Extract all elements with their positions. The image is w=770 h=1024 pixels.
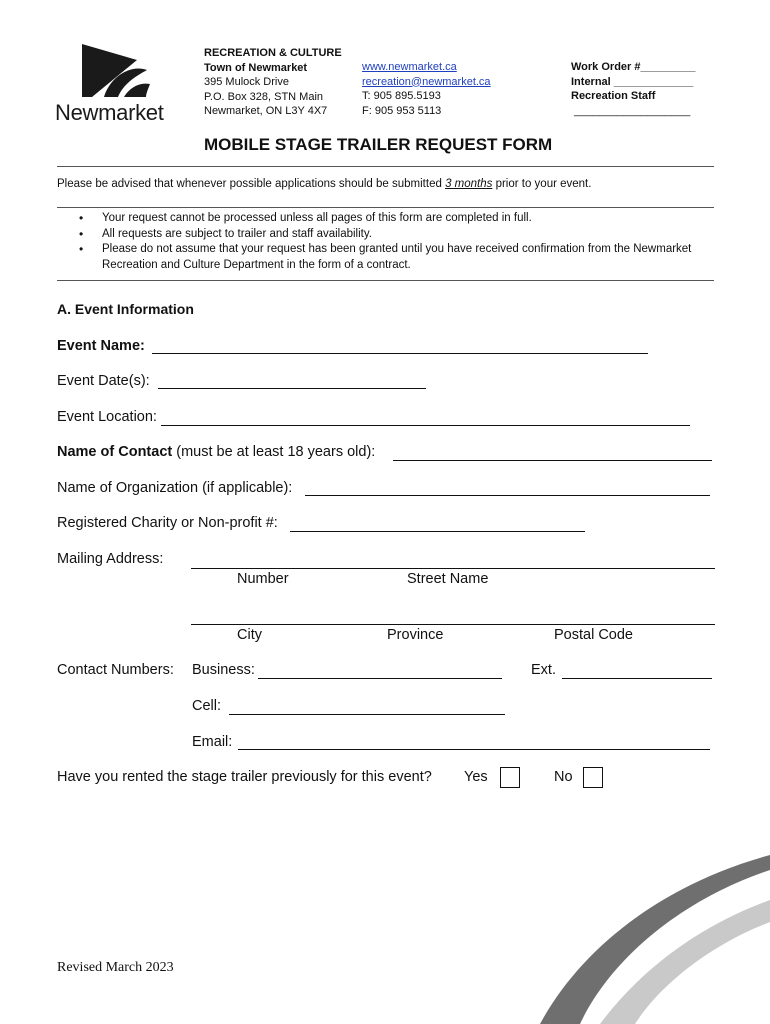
cell-label: Cell: <box>192 698 222 714</box>
contact-name-note: (must be at least 18 years old): <box>172 444 376 460</box>
email-field[interactable] <box>238 749 710 750</box>
cell-phone-field[interactable] <box>229 714 505 715</box>
postal-caption: Postal Code <box>554 627 633 643</box>
divider <box>57 166 714 167</box>
contact-name-bold: Name of Contact <box>57 444 173 460</box>
list-item: • Please do not assume that your request has been granted until you have received confirmation from the Newmarket Recreation and Culture Department in the form of a contract. <box>57 242 737 273</box>
province-caption: Province <box>387 627 444 643</box>
list-item: • All requests are subject to trailer and staff availability. <box>57 227 737 243</box>
rec-staff-label: Recreation Staff <box>571 90 656 102</box>
address-line: 395 Mulock Drive <box>204 76 289 88</box>
charity-field[interactable] <box>290 531 585 532</box>
decorative-swoosh <box>540 850 770 1024</box>
address-line: Newmarket, ON L3Y 4X7 <box>204 105 328 117</box>
charity-label: Registered Charity or Non-profit #: <box>57 515 278 531</box>
rented-question: Have you rented the stage trailer previously for this event? <box>57 769 432 785</box>
org-name: Town of Newmarket <box>204 61 308 74</box>
event-name-label: Event Name: <box>57 338 145 354</box>
event-location-label: Event Location: <box>57 409 157 425</box>
divider <box>57 280 714 281</box>
section-heading: A. Event Information <box>57 301 194 317</box>
email-label: Email: <box>192 734 233 750</box>
phone-text: T: 905 895.5193 <box>362 90 441 102</box>
business-label: Business: <box>192 662 255 678</box>
address-line: P.O. Box 328, STN Main <box>204 90 324 103</box>
form-title: MOBILE STAGE TRAILER REQUEST FORM <box>204 135 553 154</box>
event-name-field[interactable] <box>152 353 648 354</box>
no-label: No <box>554 769 573 785</box>
mailing-address-label: Mailing Address: <box>57 551 164 567</box>
contact-numbers-label: Contact Numbers: <box>57 662 174 678</box>
internal-block <box>571 60 696 118</box>
fax-text: F: 905 953 5113 <box>362 104 442 117</box>
organization-field[interactable] <box>305 495 710 496</box>
work-order-label: Work Order #_________ <box>571 61 696 73</box>
organization-label: Name of Organization (if applicable): <box>57 480 293 496</box>
number-caption: Number <box>237 571 289 587</box>
internal-label: Internal _____________ <box>571 75 694 88</box>
logo-wordmark: Newmarket <box>55 100 164 125</box>
website-link[interactable]: www.newmarket.ca <box>362 61 457 73</box>
notice-text: Please be advised that whenever possible applications should be submitted <box>57 178 446 190</box>
email-link[interactable]: recreation@newmarket.ca <box>362 75 491 88</box>
requirements-list <box>57 211 737 273</box>
city-caption: City <box>237 627 262 643</box>
city-address-field[interactable] <box>191 624 715 625</box>
list-item: • Your request cannot be processed unless all pages of this form are completed in full. <box>57 211 737 227</box>
event-location-field[interactable] <box>161 425 690 426</box>
ext-label: Ext. <box>531 662 556 678</box>
notice-emphasis: 3 months <box>445 178 493 190</box>
no-checkbox[interactable] <box>583 767 603 788</box>
event-dates-label: Event Date(s): <box>57 373 150 389</box>
revision-date: Revised March 2023 <box>57 960 174 975</box>
contact-name-label <box>57 444 375 460</box>
dept-title: RECREATION & CULTURE <box>204 47 342 59</box>
staff-signature-line: ___________________ <box>574 104 691 117</box>
street-address-field[interactable] <box>191 568 715 569</box>
yes-label: Yes <box>464 769 488 785</box>
business-phone-field[interactable] <box>258 678 502 679</box>
street-caption: Street Name <box>407 571 489 587</box>
notice-text: prior to your event. <box>492 178 592 190</box>
contact-block <box>362 60 491 118</box>
contact-name-field[interactable] <box>393 460 712 461</box>
address-block <box>204 46 342 119</box>
event-dates-field[interactable] <box>158 388 426 389</box>
divider <box>57 207 714 208</box>
yes-checkbox[interactable] <box>500 767 520 788</box>
ext-field[interactable] <box>562 678 712 679</box>
submission-notice <box>57 178 591 190</box>
